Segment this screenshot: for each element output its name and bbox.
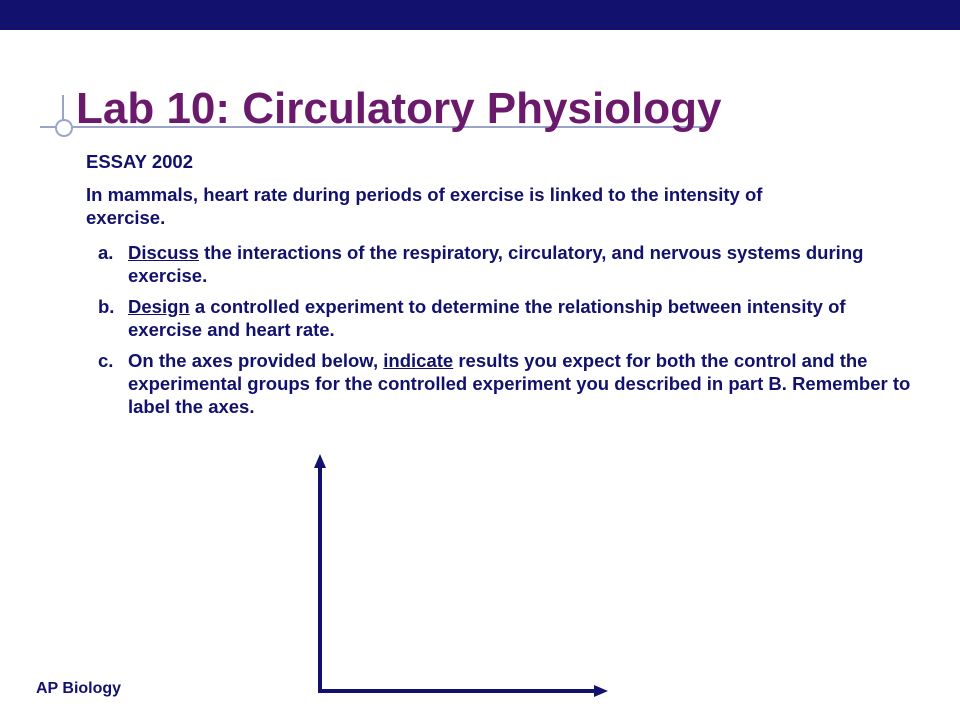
top-bar [0,0,960,30]
item-keyword: indicate [383,350,454,371]
item-marker: c. [98,350,114,371]
question-item-b [86,295,916,341]
item-keyword: Design [128,296,190,317]
y-axis-arrowhead [314,454,326,468]
item-marker: b. [98,296,115,317]
essay-heading: ESSAY 2002 [86,151,193,172]
blank-axes [300,450,620,700]
item-marker: a. [98,242,114,263]
question-item-a [86,241,916,287]
footer-label: AP Biology [36,680,122,697]
item-text-after: the interactions of the respiratory, circulatory, and nervous systems during exercise. [128,242,864,286]
item-keyword: Discuss [128,242,199,263]
item-text-before: On the axes provided below, [128,350,384,371]
item-text-after: results you expect for both the control and the experimental groups for the controlled experiment you described in part B. Remember to label the axes. [128,350,911,417]
item-text-after: a controlled experiment to determine the relationship between intensity of exercise and heart rate. [128,296,846,340]
x-axis-arrowhead [594,685,608,697]
slide-title: Lab 10: Circulatory Physiology [76,84,722,133]
question-list [86,241,916,418]
essay-intro: In mammals, heart rate during periods of exercise is linked to the intensity of exercise. [86,184,763,228]
decorative-crosshair-circle [55,119,73,137]
question-item-c [86,349,916,418]
slide-content [86,150,916,426]
